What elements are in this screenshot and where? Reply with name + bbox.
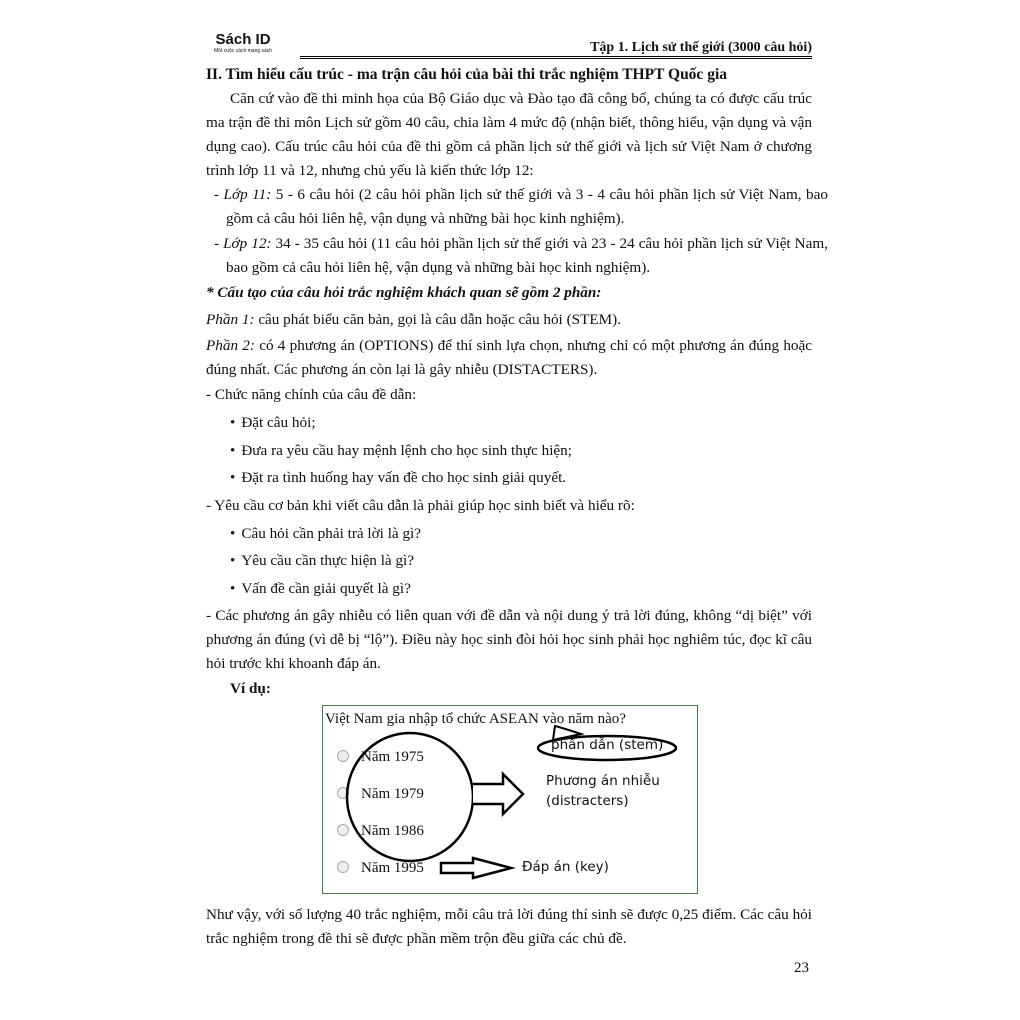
bullet: • Câu hỏi cần phải trả lời là gì?: [230, 522, 810, 546]
grade-text: 34 - 35 câu hỏi (11 câu hỏi phần lịch sử thế giới và 23 - 24 câu hỏi phần lịch sử Việt Nam, bao gồm cả câu hỏi liên hệ, vận dụng và những bài học kinh nghiệm).: [226, 235, 828, 276]
bullet: • Đặt câu hỏi;: [230, 411, 810, 435]
example-label: Ví dụ:: [230, 680, 271, 697]
section-heading: II. Tìm hiểu cấu trúc - ma trận câu hỏi của bài thi trắc nghiệm THPT Quốc gia: [206, 66, 727, 83]
part-text: câu phát biểu căn bản, gọi là câu dẫn hoặc câu hỏi (STEM).: [254, 311, 621, 328]
option-label: Năm 1975: [361, 749, 424, 765]
example-figure: [322, 705, 698, 894]
distracters-circle-icon: [347, 733, 473, 861]
stem-function: - Chức năng chính của câu đề dẫn:: [206, 386, 417, 403]
option-label: Năm 1995: [361, 860, 424, 876]
example-question: Việt Nam gia nhập tổ chức ASEAN vào năm nào?: [325, 711, 626, 727]
stem-requirement: - Yêu cầu cơ bản khi viết câu dẫn là phải giúp học sinh biết và hiểu rõ:: [206, 497, 635, 514]
annotation-shapes: [323, 706, 697, 893]
grade-11-item: - Lớp 11: 5 - 6 câu hỏi (2 câu hỏi phần lịch sử thế giới và 3 - 4 câu hỏi phần lịch sử Việt Nam, bao gồm cả câu hỏi liên hệ, vận dụng và những bài học kinh nghiệm).: [214, 186, 828, 227]
intro-paragraph: Căn cứ vào đề thi minh họa của Bộ Giáo dục và Đào tạo đã công bố, chúng ta có được cấu trúc ma trận đề thi môn Lịch sử gồm 40 câu, chia làm 4 mức độ (nhận biết, thông hiểu, vận dụng và vận dụng cao). Cấu trúc câu hỏi của đề thi gồm cả phần lịch sử thế giới và lịch sử Việt Nam ở chương trình lớp 11 và 12, nhưng chủ yếu là kiến thức lớp 12:: [206, 90, 812, 179]
bullet: • Vấn đề cần giải quyết là gì?: [230, 577, 810, 601]
header-rule: [300, 56, 812, 57]
logo: [214, 31, 272, 54]
structure-heading: * Cấu tạo của câu hỏi trắc nghiệm khách quan sẽ gồm 2 phần:: [206, 284, 602, 301]
bullet: • Đưa ra yêu cầu hay mệnh lệnh cho học sinh thực hiện;: [230, 439, 810, 463]
logo-title: Sách ID: [215, 31, 271, 48]
grade-text: 5 - 6 câu hỏi (2 câu hỏi phần lịch sử thế giới và 3 - 4 câu hỏi phần lịch sử Việt Nam, bao gồm cả câu hỏi liên hệ, vận dụng và những bài học kinh nghiệm).: [226, 186, 828, 227]
arrow-right-icon: [473, 774, 523, 814]
distracter-note: Phương án nhiễu: [546, 773, 660, 789]
option-label: Năm 1986: [361, 823, 424, 839]
grade-label: Lớp 11:: [223, 186, 272, 203]
distracter-note: (distracters): [546, 793, 629, 809]
logo-slogan: Một cuộc cách mạng sách: [214, 48, 273, 54]
conclusion-paragraph: Như vậy, với số lượng 40 trắc nghiệm, mỗi câu trả lời đúng thí sinh sẽ được 0,25 điểm. Các câu hỏi trắc nghiệm trong đề thi sẽ được phần mềm trộn đều giữa các chủ đề.: [206, 906, 812, 947]
grade-12-item: - Lớp 12: 34 - 35 câu hỏi (11 câu hỏi phần lịch sử thế giới và 23 - 24 câu hỏi phần lịch sử Việt Nam, bao gồm cả câu hỏi liên hệ, vận dụng và những bài học kinh nghiệm).: [214, 235, 828, 276]
stem-note: phần dẫn (stem): [551, 737, 664, 753]
part-text: có 4 phương án (OPTIONS) để thí sinh lựa chọn, nhưng chỉ có một phương án đúng hoặc đúng nhất. Các phương án còn lại là gây nhiễu (DISTACTERS).: [206, 337, 812, 378]
grade-label: Lớp 12:: [223, 235, 272, 252]
page-number: 23: [794, 960, 809, 976]
part-label: Phần 1:: [206, 311, 255, 328]
distracters-note: - Các phương án gây nhiễu có liên quan với đề dẫn và nội dung ý trả lời đúng, không “dị biệt” với phương án đúng (vì dễ bị “lộ”). Điều này học sinh đòi hỏi học sinh phải học nghiêm túc, đọc kĩ câu hỏi trước khi khoanh đáp án.: [206, 607, 812, 672]
key-note: Đáp án (key): [522, 859, 609, 875]
option-label: Năm 1979: [361, 786, 424, 802]
bullet: • Yêu cầu cần thực hiện là gì?: [230, 549, 810, 573]
header-rule: [300, 58, 812, 59]
bullet: • Đặt ra tình huống hay vấn đề cho học sinh giải quyết.: [230, 466, 810, 490]
part-1: [206, 308, 812, 332]
running-title: Tập 1. Lịch sử thế giới (3000 câu hỏi): [590, 40, 812, 55]
part-2: [206, 334, 812, 382]
part-label: Phần 2:: [206, 337, 255, 354]
arrow-right-icon: [441, 858, 511, 878]
